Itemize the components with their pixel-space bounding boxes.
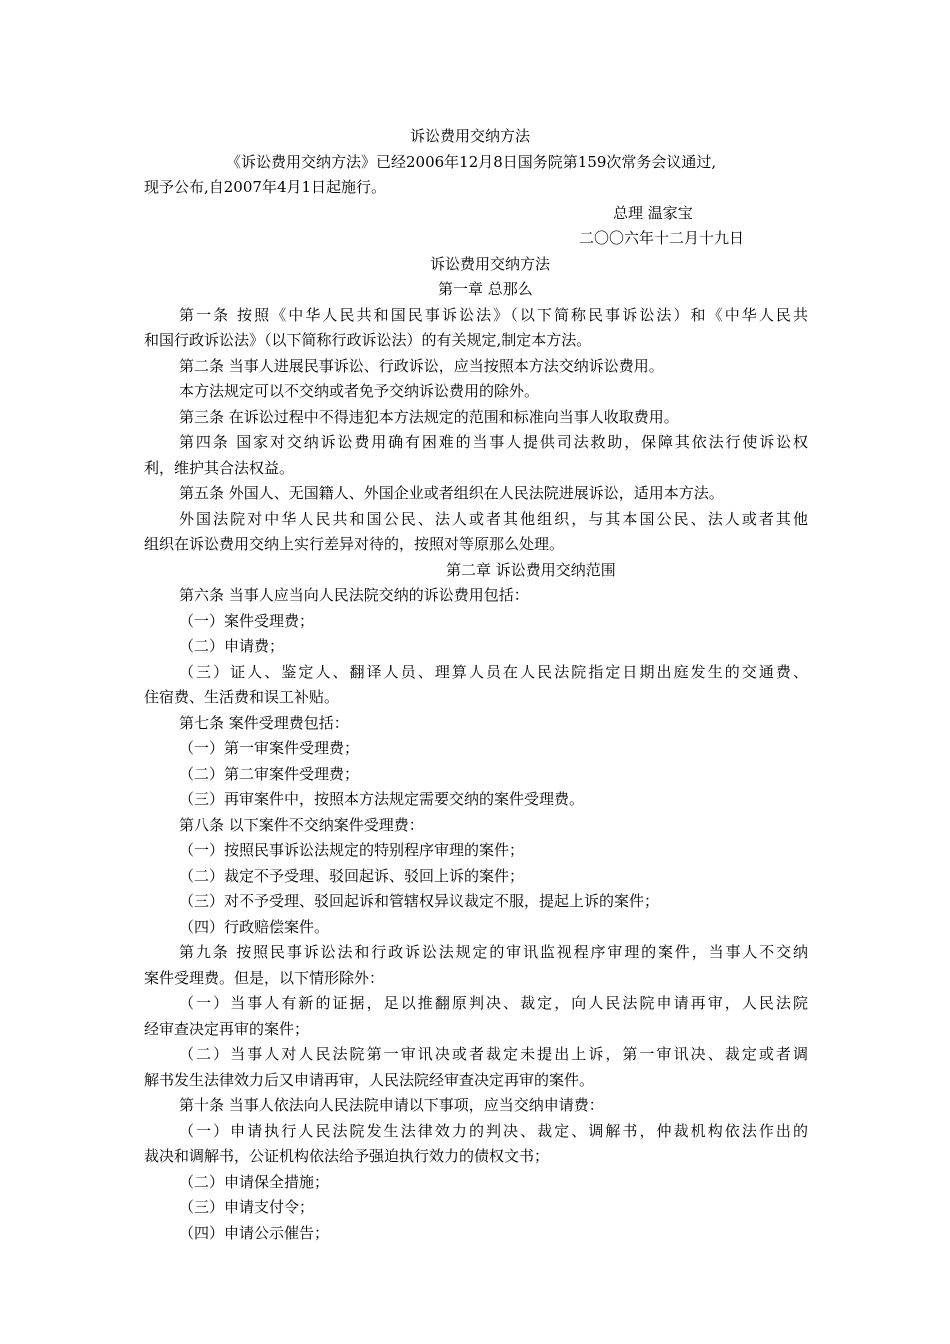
article-line: 第七条 案件受理费包括：	[179, 714, 349, 732]
list-item: （三）证人、鉴定人、翻译人员、理算人员在人民法院指定日期出庭发生的交通费、	[179, 663, 808, 681]
list-item: （三）对不予受理、驳回起诉和管辖权异议裁定不服，提起上诉的案件；	[179, 892, 660, 910]
article-line: 组织在诉讼费用交纳上实行差异对待的，按照对等原那么处理。	[144, 535, 565, 553]
signing-date: 二〇〇六年十二月十九日	[579, 229, 745, 247]
list-item: （一）案件受理费；	[179, 612, 315, 630]
list-item: （二）申请费；	[179, 637, 285, 655]
list-item: 经审查决定再审的案件；	[144, 1020, 310, 1038]
article-line: 利，维护其合法权益。	[144, 459, 295, 477]
list-item: 解书发生法律效力后又申请再审，人民法院经审查决定再审的案件。	[144, 1071, 595, 1089]
list-item: （一）申请执行人民法院发生法律效力的判决、裁定、调解书，仲裁机构依法作出的	[179, 1122, 808, 1140]
article-line: 本方法规定可以不交纳或者免予交纳诉讼费用的除外。	[179, 382, 540, 400]
list-item: （四）行政赔偿案件。	[179, 918, 330, 936]
chapter-heading: 第一章 总那么	[438, 280, 533, 298]
list-item: （一）当事人有新的证据，足以推翻原判决、裁定，向人民法院申请再审，人民法院	[179, 994, 808, 1012]
decree-line: 《诉讼费用交纳方法》已经2006年12月8日国务院第159次常务会议通过,	[226, 153, 717, 171]
list-item: （二）第二审案件受理费；	[179, 765, 360, 783]
list-item: （二）申请保全措施；	[179, 1173, 330, 1191]
list-item: 住宿费、生活费和误工补贴。	[144, 688, 340, 706]
article-line: 和国行政诉讼法》（以下简称行政诉讼法）的有关规定,制定本方法。	[144, 331, 592, 349]
document-title: 诉讼费用交纳方法	[410, 127, 531, 145]
list-item: （一）按照民事诉讼法规定的特别程序审理的案件；	[179, 841, 525, 859]
article-line: 第一条 按照《中华人民共和国民事诉讼法》（以下简称民事诉讼法）和《中华人民共	[179, 306, 808, 324]
list-item: （一）第一审案件受理费；	[179, 739, 360, 757]
list-item: （三）申请支付令；	[179, 1198, 315, 1216]
section-title: 诉讼费用交纳方法	[430, 255, 551, 273]
article-line: 第二条 当事人进展民事诉讼、行政诉讼，应当按照本方法交纳诉讼费用。	[179, 357, 664, 375]
article-line: 第五条 外国人、无国籍人、外国企业或者组织在人民法院进展诉讼，适用本方法。	[179, 484, 724, 502]
article-line: 案件受理费。但是，以下情形除外：	[144, 969, 385, 987]
article-line: 第三条 在诉讼过程中不得违犯本方法规定的范围和标准向当事人收取费用。	[179, 408, 679, 426]
signer: 总理 温家宝	[613, 204, 693, 222]
article-line: 第六条 当事人应当向人民法院交纳的诉讼费用包括：	[179, 586, 529, 604]
article-line: 第四条 国家对交纳诉讼费用确有困难的当事人提供司法救助，保障其依法行使诉讼权	[179, 433, 808, 451]
article-line: 外国法院对中华人民共和国公民、法人或者其他组织，与其本国公民、法人或者其他	[179, 510, 808, 528]
article-line: 第八条 以下案件不交纳案件受理费：	[179, 816, 424, 834]
decree-line: 现予公布,自2007年4月1日起施行。	[144, 178, 387, 196]
article-line: 第九条 按照民事诉讼法和行政诉讼法规定的审讯监视程序审理的案件，当事人不交纳	[179, 943, 808, 961]
article-line: 第十条 当事人依法向人民法院申请以下事项，应当交纳申请费：	[179, 1096, 604, 1114]
chapter-heading: 第二章 诉讼费用交纳范围	[446, 561, 616, 579]
list-item: （三）再审案件中，按照本方法规定需要交纳的案件受理费。	[179, 790, 585, 808]
list-item: （二）裁定不予受理、驳回起诉、驳回上诉的案件；	[179, 867, 525, 885]
list-item: 裁决和调解书，公证机构依法给予强迫执行效力的债权文书；	[144, 1147, 550, 1165]
list-item: （二）当事人对人民法院第一审讯决或者裁定未提出上诉，第一审讯决、裁定或者调	[179, 1045, 808, 1063]
list-item: （四）申请公示催告；	[179, 1224, 330, 1242]
